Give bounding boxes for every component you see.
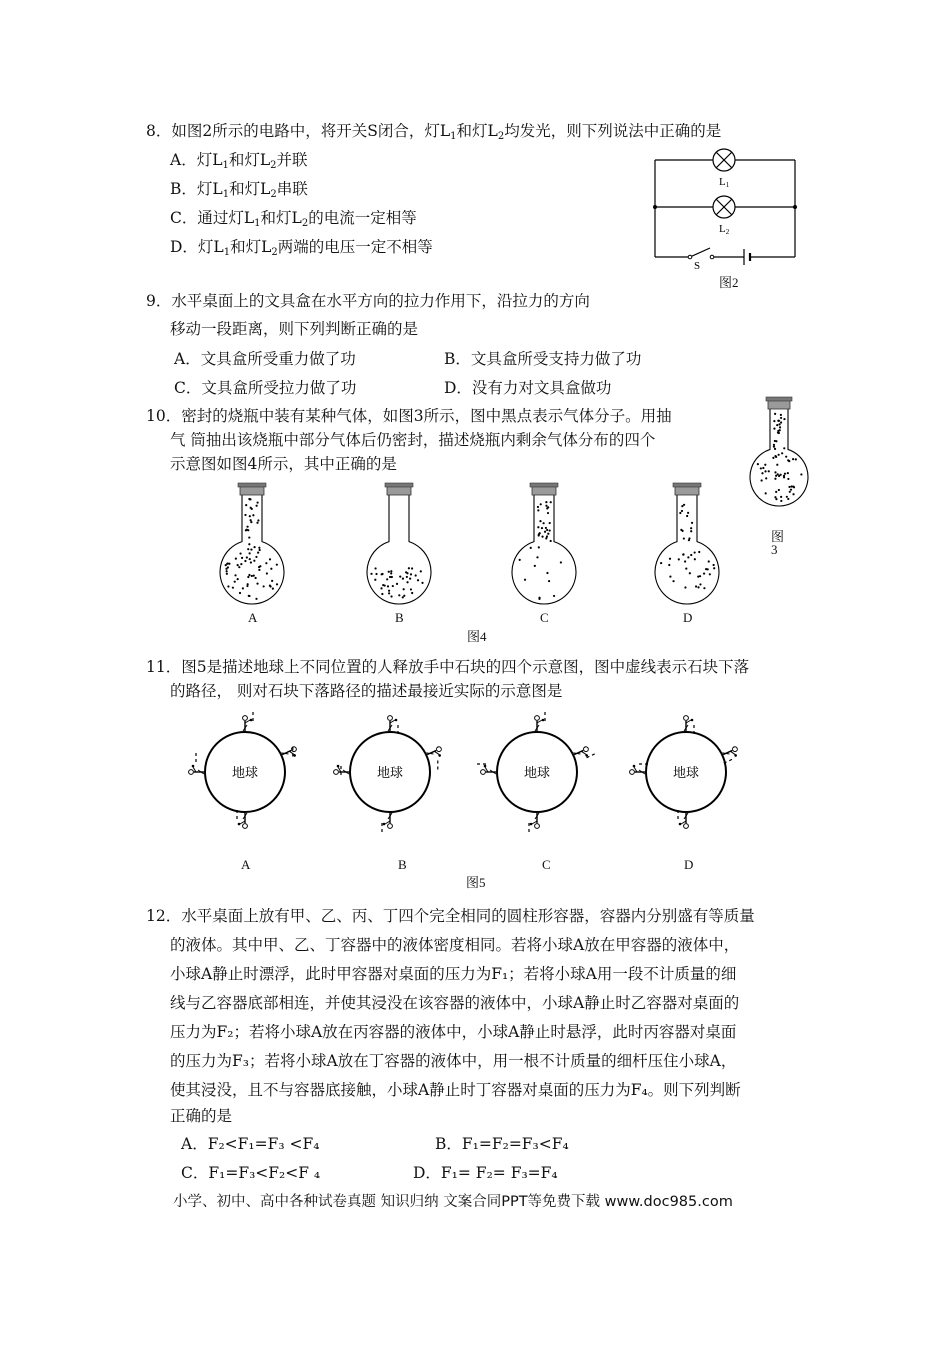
earth-label-d: D xyxy=(684,857,694,872)
figure-5-caption: 图5 xyxy=(466,875,486,890)
q12-stem-line2: 的液体。其中甲、乙、丁容器中的液体密度相同。若将小球A放在甲容器的液体中， xyxy=(170,936,740,954)
q12-stem-line7: 使其浸没，且不与容器底接触，小球A静止时丁容器对桌面的压力为F₄。则下列判断 xyxy=(170,1081,741,1099)
earth-label: 地球 xyxy=(231,766,259,781)
q9-option-c: C．文具盒所受拉力做了功 xyxy=(174,379,357,397)
q12-option-a: A．F₂<F₁=F₃ <F₄ xyxy=(181,1135,320,1153)
earth-diagram-c xyxy=(472,700,602,850)
earth-label: 地球 xyxy=(376,766,404,781)
q10-stem-line2: 气 筒抽出该烧瓶中部分气体后仍密封，描述烧瓶内剩余气体分布的四个 xyxy=(170,431,656,449)
lamp-l2-icon xyxy=(713,196,735,218)
q8-option-b: B．灯$L_1$和灯$L_2$串联 xyxy=(170,180,308,200)
earth-label-a: A xyxy=(241,857,251,872)
q10-stem-line1: 10．密封的烧瓶中装有某种气体，如图3所示，图中黑点表示气体分子。用抽 xyxy=(146,407,672,425)
q11-stem-line1: 11．图5是描述地球上不同位置的人释放手中石块的四个示意图，图中虚线表示石块下落 xyxy=(146,658,750,676)
q12-option-d: D．F₁= F₂= F₃=F₄ xyxy=(413,1164,558,1182)
q9-stem-line2: 移动一段距离，则下列判断正确的是 xyxy=(170,320,419,338)
q8-option-d: D．灯$L_1$和灯$L_2$两端的电压一定不相等 xyxy=(170,238,433,258)
q9-stem-line1: 9．水平桌面上的文具盒在水平方向的拉力作用下，沿拉力的方向 xyxy=(146,292,590,310)
flask-option-c xyxy=(507,482,582,607)
flask-option-d xyxy=(650,482,725,607)
earth-diagram-d xyxy=(621,700,751,850)
figure-2-caption: 图2 xyxy=(719,275,739,290)
lamp-l1-label: L1 xyxy=(719,176,730,189)
q9-option-a: A．文具盒所受重力做了功 xyxy=(174,350,356,368)
q9-option-b: B．文具盒所受支持力做了功 xyxy=(444,350,642,368)
q8-stem: 8．如图2所示的电路中，将开关S闭合，灯$L_1$和灯$L_2$均发光，则下列说法中正确的是 xyxy=(146,122,722,142)
flask-label-a: A xyxy=(248,610,258,625)
q9-option-d: D．没有力对文具盒做功 xyxy=(444,379,612,397)
q12-stem-line6: 的压力为F₃；若将小球A放在丁容器的液体中，用一根不计质量的细杆压住小球A， xyxy=(170,1052,737,1070)
q12-stem-line4: 线与乙容器底部相连，并使其浸没在该容器的液体中，小球A静止时乙容器对桌面的 xyxy=(170,994,740,1012)
q12-option-c: C．F₁=F₃<F₂<F ₄ xyxy=(181,1164,321,1182)
q12-stem-line8: 正确的是 xyxy=(170,1107,233,1125)
figure-3-caption-line1: 图 xyxy=(771,529,785,544)
earth-label: 地球 xyxy=(523,766,551,781)
flask-label-d: D xyxy=(683,610,693,625)
lamp-l2-label: L2 xyxy=(719,223,730,236)
earth-diagram-b xyxy=(325,700,455,850)
flask-label-b: B xyxy=(395,610,404,625)
earth-label: 地球 xyxy=(672,766,700,781)
q11-stem-line2: 的路径， 则对石块下落路径的描述最接近实际的示意图是 xyxy=(170,682,563,700)
earth-label-b: B xyxy=(398,857,407,872)
q12-stem-line5: 压力为F₂；若将小球A放在丙容器的液体中，小球A静止时悬浮，此时丙容器对桌面 xyxy=(170,1023,737,1041)
q8-option-a: A．灯$L_1$和灯$L_2$并联 xyxy=(170,151,308,171)
circuit-diagram-figure-2 xyxy=(650,145,800,275)
footer-note: 小学、初中、高中各种试卷真题 知识归纳 文案合同PPT等免费下载 www.doc985.com xyxy=(173,1194,733,1210)
figure-3-caption-line2: 3 xyxy=(771,542,778,557)
earth-diagram-a xyxy=(180,700,310,850)
flask-option-a xyxy=(215,482,290,607)
figure-4-caption: 图4 xyxy=(467,629,487,644)
flask-option-b xyxy=(362,482,437,607)
q8-option-c: C．通过灯$L_1$和灯$L_2$的电流一定相等 xyxy=(170,209,417,229)
lamp-l1-icon xyxy=(713,149,735,171)
q12-option-b: B．F₁=F₂=F₃<F₄ xyxy=(435,1135,569,1153)
q10-stem-line3: 示意图如图4所示，其中正确的是 xyxy=(170,455,397,473)
q12-stem-line3: 小球A静止时漂浮，此时甲容器对桌面的压力为F₁；若将小球A用一段不计质量的细 xyxy=(170,965,737,983)
earth-label-c: C xyxy=(542,857,551,872)
flask-figure-3 xyxy=(745,395,815,520)
switch-s-label: S xyxy=(694,260,701,272)
flask-label-c: C xyxy=(540,610,549,625)
q12-stem-line1: 12．水平桌面上放有甲、乙、丙、丁四个完全相同的圆柱形容器，容器内分别盛有等质量 xyxy=(146,907,755,925)
